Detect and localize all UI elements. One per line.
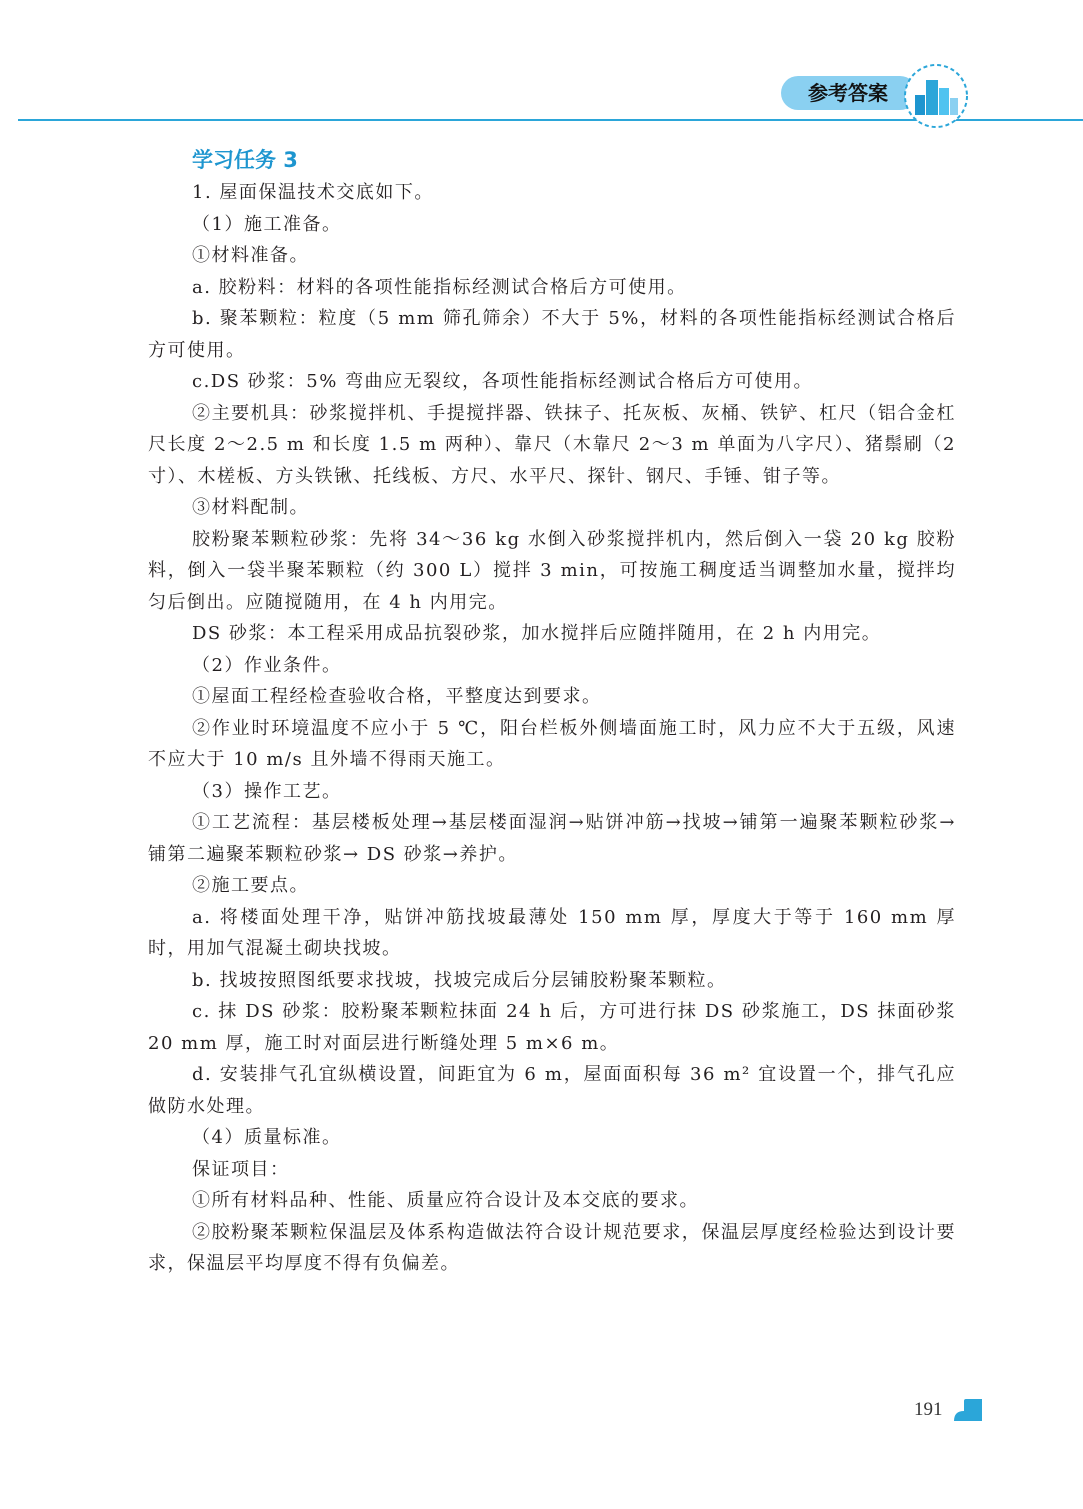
body-paragraph: a. 胶粉料：材料的各项性能指标经测试合格后方可使用。 xyxy=(192,276,687,298)
book-logo-icon xyxy=(902,62,970,130)
body-paragraph: DS 砂浆：本工程采用成品抗裂砂浆，加水搅拌后应随拌随用，在 2 h 内用完。 xyxy=(192,623,882,644)
body-paragraph: （1）施工准备。 xyxy=(192,213,342,235)
body-paragraph: ②施工要点。 xyxy=(192,875,309,896)
body-paragraph: b. 找坡按照图纸要求找坡，找坡完成后分层铺胶粉聚苯颗粒。 xyxy=(192,969,727,991)
body-paragraph: ①工艺流程：基层楼板处理→基层楼面湿润→贴饼冲筋→找坡→铺第一遍聚苯颗粒砂浆→铺第二遍聚苯颗粒砂浆→ DS 砂浆→养护。 xyxy=(148,812,956,865)
body-paragraph: b. 聚苯颗粒：粒度（5 mm 筛孔筛余）不大于 5%，材料的各项性能指标经测试合格后方可使用。 xyxy=(148,308,956,361)
body-paragraph: 保证项目： xyxy=(192,1158,290,1180)
body-paragraph: （2）作业条件。 xyxy=(192,654,342,676)
body-paragraph: 胶粉聚苯颗粒砂浆：先将 34～36 kg 水倒入砂浆搅拌机内，然后倒入一袋 20 kg 胶粉料，倒入一袋半聚苯颗粒（约 300 L）搅拌 3 min，可按施工稠度适当调整加水量，搅拌均匀后倒出。应随搅随用，在 4 h 内用完。 xyxy=(148,528,956,613)
document-body xyxy=(148,143,964,1280)
body-paragraph: ②作业时环境温度不应小于 5 ℃，阳台栏板外侧墙面施工时，风力应不大于五级，风速不应大于 10 m/s 且外墙不得雨天施工。 xyxy=(148,717,956,770)
body-paragraph: c. 抹 DS 砂浆：胶粉聚苯颗粒抹面 24 h 后，方可进行抹 DS 砂浆施工，DS 抹面砂浆 20 mm 厚，施工时对面层进行断缝处理 5 m×6 m。 xyxy=(148,1001,964,1054)
header-tab-label: 参考答案 xyxy=(808,81,888,105)
body-paragraph: d. 安装排气孔宜纵横设置，间距宜为 6 m，屋面面积每 36 m² 宜设置一个，排气孔应做防水处理。 xyxy=(148,1064,956,1117)
body-paragraph: （3）操作工艺。 xyxy=(192,780,342,802)
page-corner-icon xyxy=(952,1399,982,1421)
body-paragraph: ①所有材料品种、性能、质量应符合设计及本交底的要求。 xyxy=(192,1190,699,1211)
body-paragraph: c.DS 砂浆：5% 弯曲应无裂纹，各项性能指标经测试合格后方可使用。 xyxy=(192,371,814,392)
body-paragraph: ②胶粉聚苯颗粒保温层及体系构造做法符合设计规范要求，保温层厚度经检验达到设计要求，保温层平均厚度不得有负偏差。 xyxy=(148,1221,956,1274)
body-paragraph: ③材料配制。 xyxy=(192,497,309,518)
body-paragraph: a. 将楼面处理干净，贴饼冲筋找坡最薄处 150 mm 厚，厚度大于等于 160 mm 厚时，用加气混凝土砌块找坡。 xyxy=(148,906,956,959)
body-paragraph: 1. 屋面保温技术交底如下。 xyxy=(192,182,434,203)
page-number: 191 xyxy=(914,1399,943,1420)
body-paragraph: ①材料准备。 xyxy=(192,245,309,266)
body-paragraph: （4）质量标准。 xyxy=(192,1127,342,1148)
section-title: 学习任务 3 xyxy=(192,148,298,172)
body-paragraph: ①屋面工程经检查验收合格，平整度达到要求。 xyxy=(192,686,602,707)
body-paragraph: ②主要机具：砂浆搅拌机、手提搅拌器、铁抹子、托灰板、灰桶、铁铲、杠尺（铝合金杠尺长度 2～2.5 m 和长度 1.5 m 两种）、靠尺（木靠尺 2～3 m 单面为八字尺）、猪鬃刷（2 寸）、木槎板、方头铁锹、托线板、方尺、水平尺、探针、钢尺、手锤、钳子等。 xyxy=(148,402,964,487)
